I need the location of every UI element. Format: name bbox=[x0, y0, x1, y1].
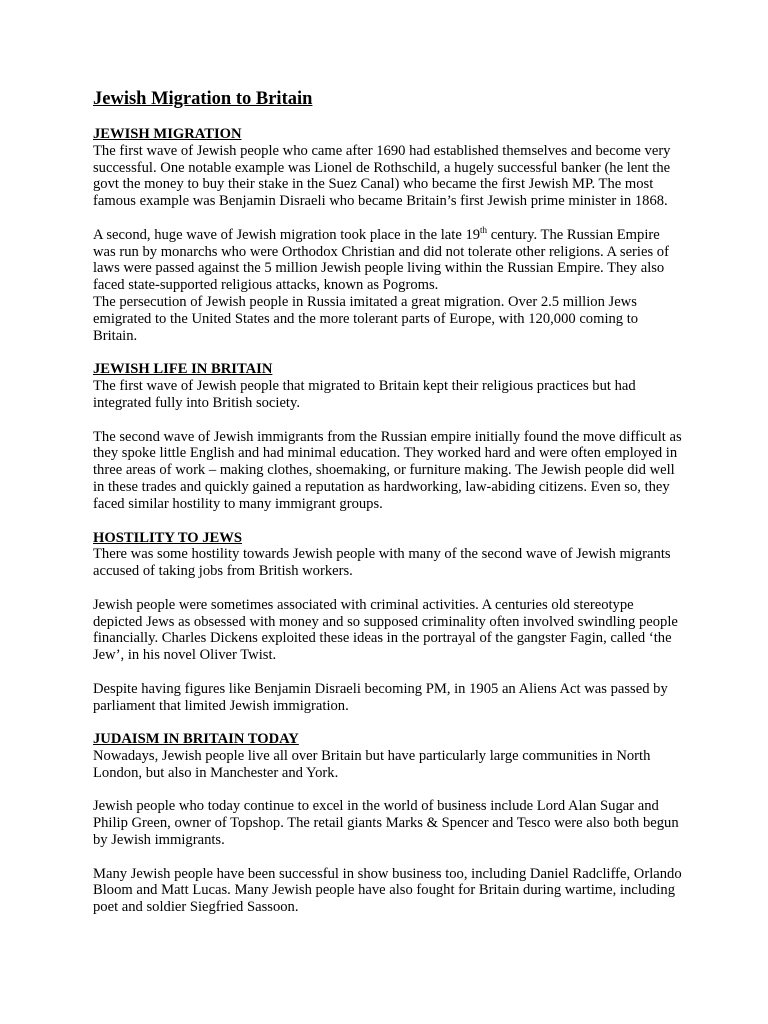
paragraph: The persecution of Jewish people in Russia imitated a great migration. Over 2.5 million Jews emigrated to the United States and the more tolerant parts of Europe, with 120,000 coming to Britain. bbox=[93, 293, 639, 344]
paragraph-text: A second, huge wave of Jewish migration took place in the late 19 bbox=[93, 226, 481, 243]
section-jewish-life-in-britain bbox=[93, 361, 683, 512]
paragraph: Many Jewish people have been successful in show business too, including Daniel Radcliffe, Orlando Bloom and Matt Lucas. Many Jewish people have also fought for Britain during wartime, including poet and soldier Siegfried Sassoon. bbox=[93, 865, 682, 916]
paragraph bbox=[93, 224, 683, 294]
paragraph-text: century. The Russian Empire was run by monarchs who were Orthodox Christian and did not tolerate other religions. A series of laws were passed against the 5 million Jewish people living within the Russian Empire. They also faced state-supported religious attacks, known as Pogroms. bbox=[93, 226, 669, 294]
section-judaism-in-britain-today bbox=[93, 731, 683, 916]
superscript: th bbox=[480, 224, 488, 235]
paragraph: Jewish people were sometimes associated with criminal activities. A centuries old stereotype depicted Jews as obsessed with money and so supposed criminality often involved swindling people financially. Charles Dickens exploited these ideas in the portrayal of the gangster Fagin, called ‘the Jew’, in his novel Oliver Twist. bbox=[93, 596, 678, 664]
document-page bbox=[93, 88, 683, 933]
paragraph: Nowadays, Jewish people live all over Britain but have particularly large communities in North London, but also in Manchester and York. bbox=[93, 748, 651, 781]
section-hostility-to-jews bbox=[93, 530, 683, 715]
paragraph: There was some hostility towards Jewish people with many of the second wave of Jewish migrants accused of taking jobs from British workers. bbox=[93, 546, 671, 580]
section-heading: HOSTILITY TO JEWS bbox=[93, 529, 242, 546]
section-jewish-migration bbox=[93, 126, 683, 344]
section-heading: JEWISH LIFE IN BRITAIN bbox=[93, 361, 273, 378]
paragraph: Jewish people who today continue to excel in the world of business include Lord Alan Sugar and Philip Green, owner of Topshop. The retail giants Marks & Spencer and Tesco were also both begun by Jewish immigrants. bbox=[93, 798, 679, 849]
paragraph: The second wave of Jewish immigrants from the Russian empire initially found the move difficult as they spoke little English and had minimal education. They worked hard and were often employed in three areas of work – making clothes, shoemaking, or furniture making. The Jewish people did well in these trades and quickly gained a reputation as hardworking, law-abiding citizens. Even so, they faced similar hostility to many immigrant groups. bbox=[93, 428, 682, 512]
section-heading: JEWISH MIGRATION bbox=[93, 126, 242, 142]
paragraph: The first wave of Jewish people who came after 1690 had established themselves and become very successful. One notable example was Lionel de Rothschild, a hugely successful banker (he lent the govt the money to buy their stake in the Suez Canal) who became the first Jewish MP. The most famous example was Benjamin Disraeli who became Britain’s first Jewish prime minister in 1868. bbox=[93, 142, 671, 210]
document-title: Jewish Migration to Britain bbox=[93, 89, 313, 109]
section-heading: JUDAISM IN BRITAIN TODAY bbox=[93, 731, 299, 748]
paragraph: Despite having figures like Benjamin Disraeli becoming PM, in 1905 an Aliens Act was passed by parliament that limited Jewish immigration. bbox=[93, 680, 668, 714]
paragraph: The first wave of Jewish people that migrated to Britain kept their religious practices but had integrated fully into British society. bbox=[93, 378, 636, 411]
